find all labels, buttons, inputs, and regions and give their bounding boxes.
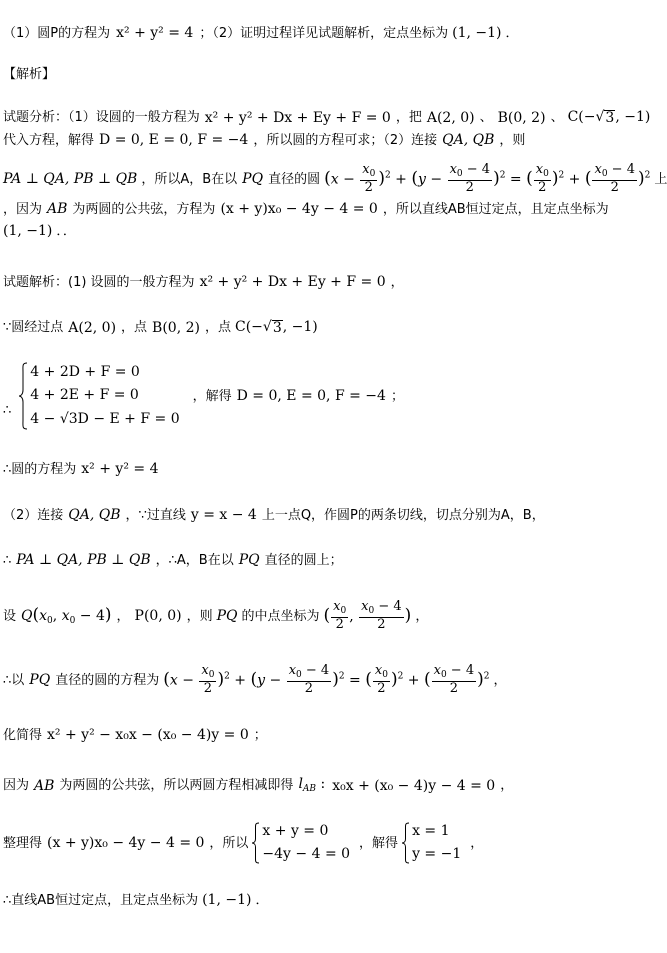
analysis-line-4 <box>3 202 609 216</box>
solution-s10-text-b: 为两圆的公共弦，所以两圆方程相减即得 <box>59 778 294 793</box>
analysis-l3-text-d: 上 <box>654 171 667 187</box>
solution-s12-text: ∴直线AB恒过定点，且定点坐标为 <box>3 892 199 908</box>
solution-line-4 <box>3 462 163 476</box>
analysis-l2-text-c: ，则 <box>499 132 526 148</box>
system-1-text: ，解得 <box>192 388 232 404</box>
sqrt-radicand: 3 <box>605 110 615 126</box>
heading-text: 【解析】 <box>3 67 56 82</box>
solution-s10-ab: AB <box>34 777 55 794</box>
solution-line-11 <box>3 822 483 864</box>
system-1-row-1: 4 + 2D + F = 0 <box>30 364 140 380</box>
system-3-row-2: y = −1 <box>412 845 462 862</box>
solution-s9-equation: x² + y² − x₀x − (x₀ − 4)y = 0 <box>47 727 249 743</box>
solution-s9-text: 化简得 <box>3 727 43 743</box>
solution-s5-text-c: 上一点Q，作圆P的两条切线，切点分别为A，B， <box>261 507 545 523</box>
solution-s12-end: ． <box>255 892 269 908</box>
solution-s6-text-c: 直径的圆上； <box>264 552 343 568</box>
solution-s11-end: ， <box>470 835 484 851</box>
analysis-line-2 <box>3 133 525 147</box>
answer-text-2: ；（2）证明过程详见试题解析，定点坐标为 <box>199 25 449 41</box>
analysis-l4-text: ，因为 <box>3 201 43 217</box>
circle-equation-pq: (x − $\frac{x_0}{2}$ )$^2$ + (y − $\frac{x_0 - 4}{2}$ )$^2$ = ( $\frac{x_0}{2}$ )$^2$ + ( $\frac{x_0 - 4}{2}$ )$^2$ <box>163 663 490 696</box>
solution-s1-text: 试题解析：(1) 设圆的一般方程为 <box>3 274 195 290</box>
analysis-l5-point: (1, −1) <box>3 223 53 239</box>
analysis-l1-equation: x² + y² + Dx + Ey + F = 0 <box>204 109 391 126</box>
solution-s8-pq: PQ <box>29 672 51 689</box>
point-b: B(0, 2) <box>497 109 546 126</box>
solution-s1-equation: x² + y² + Dx + Ey + F = 0 <box>199 274 386 290</box>
solution-line-12 <box>3 893 268 907</box>
solution-s1-end: ， <box>390 274 404 290</box>
solution-line-10 <box>3 777 513 794</box>
therefore-symbol: ∴ <box>3 402 12 418</box>
solution-point-c-post: , −1) <box>282 319 318 335</box>
solution-s11-equation: (x + y)x₀ − 4y − 4 = 0 <box>47 835 205 851</box>
answer-end: ． <box>505 25 519 41</box>
midpoint-coordinates: ( $\frac{x_0}{2}$ , $\frac{x_0 - 4}{2}$ ) <box>323 599 412 632</box>
point-c <box>568 110 651 126</box>
analysis-l2-text: 代入方程，解得 <box>3 132 95 148</box>
analysis-l1-text: 试题分析：（1）设圆的一般方程为 <box>3 110 200 126</box>
solution-s5-qa: QA, QB <box>68 507 121 523</box>
solution-s5-text-b: ，∵过直线 <box>125 507 186 523</box>
system-1-row-2: 4 + 2E + F = 0 <box>30 387 139 404</box>
separator-2: 、 <box>550 110 564 126</box>
solution-point-c-pre: C(− <box>235 319 263 335</box>
analysis-l2-text-b: ，所以圆的方程可求；（2）连接 <box>253 132 438 148</box>
solution-s6-text-b: ，∴A，B在以 <box>155 552 234 568</box>
solution-s11-text-b: ，所以 <box>209 835 249 851</box>
answer-point: (1, −1) <box>452 25 502 41</box>
analysis-line-1 <box>3 110 650 126</box>
analysis-l4-text-b: 为两圆的公共弦，方程为 <box>72 201 216 217</box>
analysis-l3-perp: PA ⊥ QA, PB ⊥ QB <box>3 171 138 188</box>
equation-system-2 <box>251 822 350 864</box>
solution-s8-end: ， <box>493 672 507 688</box>
point-a: A(2, 0) <box>426 109 475 126</box>
solution-s6-perp: PA ⊥ QA, PB ⊥ QB <box>16 552 151 568</box>
solution-s7-pq: PQ <box>216 608 238 625</box>
equation-system-1 <box>18 362 179 430</box>
system-2-row-2: −4y − 4 = 0 <box>262 845 351 862</box>
solution-s2-text-c: ，点 <box>204 320 231 336</box>
solution-s2-c <box>235 320 318 336</box>
analysis-line-5 <box>3 224 76 238</box>
answer-equation: x² + y² = 4 <box>116 25 194 41</box>
solution-s5-text: （2）连接 <box>3 507 64 523</box>
analysis-l1-text-b: ，把 <box>395 110 422 126</box>
solution-line-6 <box>3 553 343 567</box>
solution-s10-text: 因为 <box>3 778 30 793</box>
solution-s9-end: ； <box>253 727 267 743</box>
solution-s7-text-b: ， <box>116 608 130 624</box>
solution-sqrt-symbol: √ 3 <box>262 319 282 336</box>
analysis-l2-equation: D = 0, E = 0, F = −4 <box>99 132 249 148</box>
solution-s4-equation: x² + y² = 4 <box>81 461 159 477</box>
left-brace-icon <box>251 822 260 864</box>
sqrt-symbol: √ 3 <box>595 109 615 126</box>
analysis-l4-text-c: ，所以直线AB恒过定点，且定点坐标为 <box>382 201 609 217</box>
analysis-l4-ab: AB <box>47 201 68 217</box>
solution-line-5 <box>3 508 545 522</box>
separator-1: 、 <box>479 110 493 126</box>
solution-s11-text-c: ，解得 <box>359 835 399 851</box>
line-ab-label: $l_{AB}$ : <box>298 776 326 794</box>
left-brace-icon <box>401 822 410 864</box>
solution-s7-end: ， <box>415 608 429 624</box>
analysis-l2-qa: QA, QB <box>442 132 495 148</box>
solution-s7-text-c: ，则 <box>186 608 213 624</box>
solution-s6-pq: PQ <box>238 552 260 568</box>
solution-sqrt-radicand: 3 <box>272 320 282 336</box>
analysis-heading <box>3 68 55 81</box>
system-1-end: ； <box>390 388 404 404</box>
solution-s2-b: B(0, 2) <box>152 319 200 336</box>
solution-s7-text: 设 <box>3 608 17 624</box>
analysis-l3-text-c: 直径的圆 <box>268 171 321 187</box>
solution-line-8 <box>3 664 507 697</box>
solution-s10-end: ， <box>500 778 514 793</box>
solution-s10-equation: x₀x + (x₀ − 4)y − 4 = 0 <box>332 777 496 794</box>
solution-line-9 <box>3 728 267 742</box>
solution-s12-point: (1, −1) <box>202 892 252 908</box>
point-p: P(0, 0) <box>134 608 182 625</box>
analysis-l3-text: ，所以A，B在以 <box>141 171 238 187</box>
solution-s5-line: y = x − 4 <box>190 507 257 523</box>
solution-line-2 <box>3 320 318 336</box>
solution-s6-text: ∴ <box>3 552 12 568</box>
analysis-l4-equation: (x + y)x₀ − 4y − 4 = 0 <box>220 201 378 217</box>
analysis-line-3 <box>3 163 667 196</box>
system-1-result: D = 0, E = 0, F = −4 <box>236 388 386 404</box>
system-2-row-1: x + y = 0 <box>262 823 329 839</box>
equation-system-3 <box>401 822 461 864</box>
solution-s2-text-b: ，点 <box>121 320 148 336</box>
left-brace-icon <box>18 362 28 430</box>
solution-system-1-line <box>3 362 404 430</box>
solution-s4-text: ∴圆的方程为 <box>3 461 77 477</box>
solution-line-7 <box>3 600 428 633</box>
solution-s2-a: A(2, 0) <box>68 319 117 336</box>
analysis-l3-circle-eq: (x − $\frac{x_0}{2}$ )$^2$ + (y − $\frac{x_0 - 4}{2}$ )$^2$ = ( $\frac{x_0}{2}$ )$^2$ + ( $\frac{x_0 - 4}{2}$ )$^2$ <box>324 162 651 195</box>
solution-s11-text: 整理得 <box>3 835 43 851</box>
solution-s7-text-d: 的中点坐标为 <box>241 608 320 624</box>
system-3-row-1: x = 1 <box>412 823 450 839</box>
analysis-l3-pq: PQ <box>242 171 264 188</box>
point-c-pre: C(− <box>567 109 596 125</box>
solution-s8-text-b: 直径的圆的方程为 <box>55 672 160 688</box>
solution-s8-text: ∴以 <box>3 672 25 688</box>
point-q: $Q(x_0$, $x_0 - 4$) <box>21 604 112 626</box>
system-1-row-3: 4 − √3D − E + F = 0 <box>30 410 180 427</box>
analysis-l5-end: ．． <box>56 223 76 239</box>
answer-text-1: （1）圆P的方程为 <box>3 25 111 41</box>
answer-line <box>3 26 519 40</box>
point-c-post: , −1) <box>615 109 651 125</box>
solution-line-1 <box>3 275 404 289</box>
solution-s2-text: ∵圆经过点 <box>3 320 64 336</box>
